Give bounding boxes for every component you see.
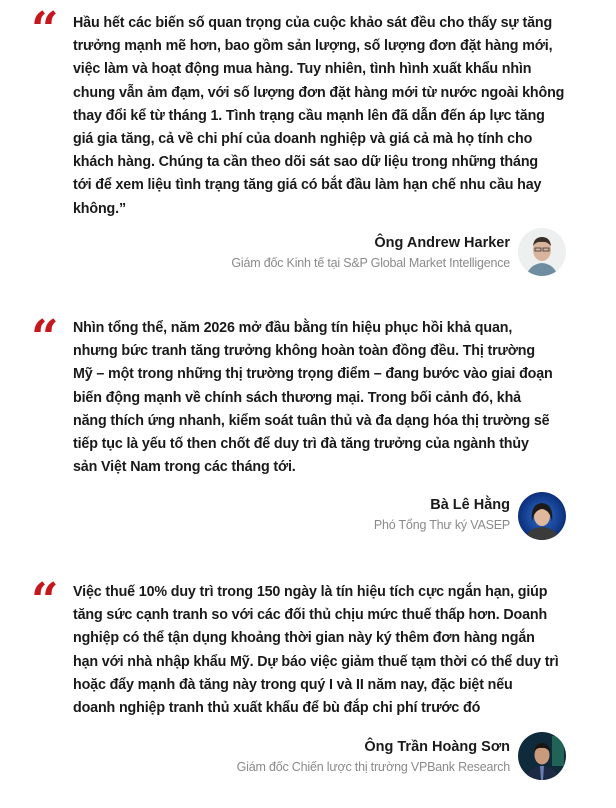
quote-line: hạn với nhà nhập khẩu Mỹ. Dự báo việc giảm thuế tạm thời có thể duy trì — [73, 653, 559, 670]
speaker-name: Ông Andrew Harker — [374, 235, 510, 251]
quote-line: biến động mạnh về chính sách thương mại. Trong bối cảnh đó, khả — [73, 389, 521, 406]
quote-line: tiếp tục là yếu tố then chốt để duy trì đà tăng trưởng của ngành thủy — [73, 436, 529, 453]
quote-text — [73, 317, 593, 479]
quote-line: trưởng mạnh mẽ hơn, bao gồm sản lượng, số lượng đơn đặt hàng mới, — [73, 38, 553, 55]
speaker-role: Giám đốc Chiến lược thị trường VPBank Research — [236, 760, 510, 774]
quote-line: khách hàng. Chúng ta cần theo dõi sát sao dữ liệu trong những tháng — [73, 154, 538, 171]
speaker-name: Bà Lê Hằng — [430, 497, 510, 513]
quote-line: sản Việt Nam trong các tháng tới. — [73, 459, 296, 476]
quote-line: chung vẫn ảm đạm, với số lượng đơn đặt hàng mới từ nước ngoài không — [73, 84, 565, 101]
quote-line: nghiệp có thể tận dụng khoảng thời gian này ký thêm đơn hàng ngắn — [73, 630, 535, 647]
quote-line: Nhìn tổng thể, năm 2026 mở đầu bằng tín hiệu phục hồi khả quan, — [73, 320, 513, 336]
avatar — [518, 492, 566, 540]
quote-text — [73, 581, 593, 720]
quote-line: hoặc đẩy mạnh đà tăng này trong quý I và II năm nay, đặc biệt nếu — [73, 676, 513, 693]
quote-mark-icon: “ — [31, 2, 59, 58]
speaker-role: Phó Tổng Thư ký VASEP — [373, 518, 510, 532]
quote-line: nhưng bức tranh tăng trưởng không hoàn toàn đồng đều. Thị trường — [73, 343, 535, 360]
attribution — [374, 495, 510, 535]
quote-line: Hầu hết các biến số quan trọng của cuộc khảo sát đều cho thấy sự tăng — [73, 15, 553, 31]
quote-line: tới để xem liệu tình trạng tăng giá có bắt đầu làm hạn chế nhu cầu hay — [73, 177, 542, 194]
avatar — [518, 732, 566, 780]
avatar — [518, 228, 566, 276]
quote-line: doanh nghiệp tranh thủ xuất khẩu để bù đắp chi phí trước đó — [73, 700, 481, 717]
quote-line: thay đổi kể từ tháng 1. Tình trạng cầu mạnh lên đã dẫn đến áp lực tăng — [73, 107, 545, 124]
quote-line: không.” — [73, 200, 126, 217]
quote-line: năng thích ứng nhanh, kiểm soát tuân thủ và đa dạng hóa thị trường sẽ — [73, 412, 550, 429]
speaker-name: Ông Trần Hoàng Sơn — [364, 739, 510, 755]
attribution — [231, 233, 510, 273]
quote-line: tăng sức cạnh tranh so với các đối thủ chịu mức thuế thấp hơn. Doanh — [73, 607, 548, 624]
attribution — [237, 737, 510, 777]
quote-line: Việc thuế 10% duy trì trong 150 ngày là tín hiệu tích cực ngắn hạn, giúp — [73, 584, 548, 600]
speaker-role: Giám đốc Kinh tế tại S&P Global Market Intelligence — [231, 256, 510, 270]
quote-line: việc làm và hoạt động mua hàng. Tuy nhiên, tình hình xuất khẩu nhìn — [73, 61, 532, 78]
quote-text — [73, 12, 593, 221]
quote-line: Mỹ – một trong những thị trường trọng điểm – đang bước vào giai đoạn — [73, 366, 553, 383]
quote-mark-icon: “ — [31, 310, 59, 366]
quote-line: giá gia tăng, cả về chi phí của doanh nghiệp và giá cả mà họ tính cho — [73, 131, 533, 148]
quote-mark-icon: “ — [31, 573, 59, 629]
